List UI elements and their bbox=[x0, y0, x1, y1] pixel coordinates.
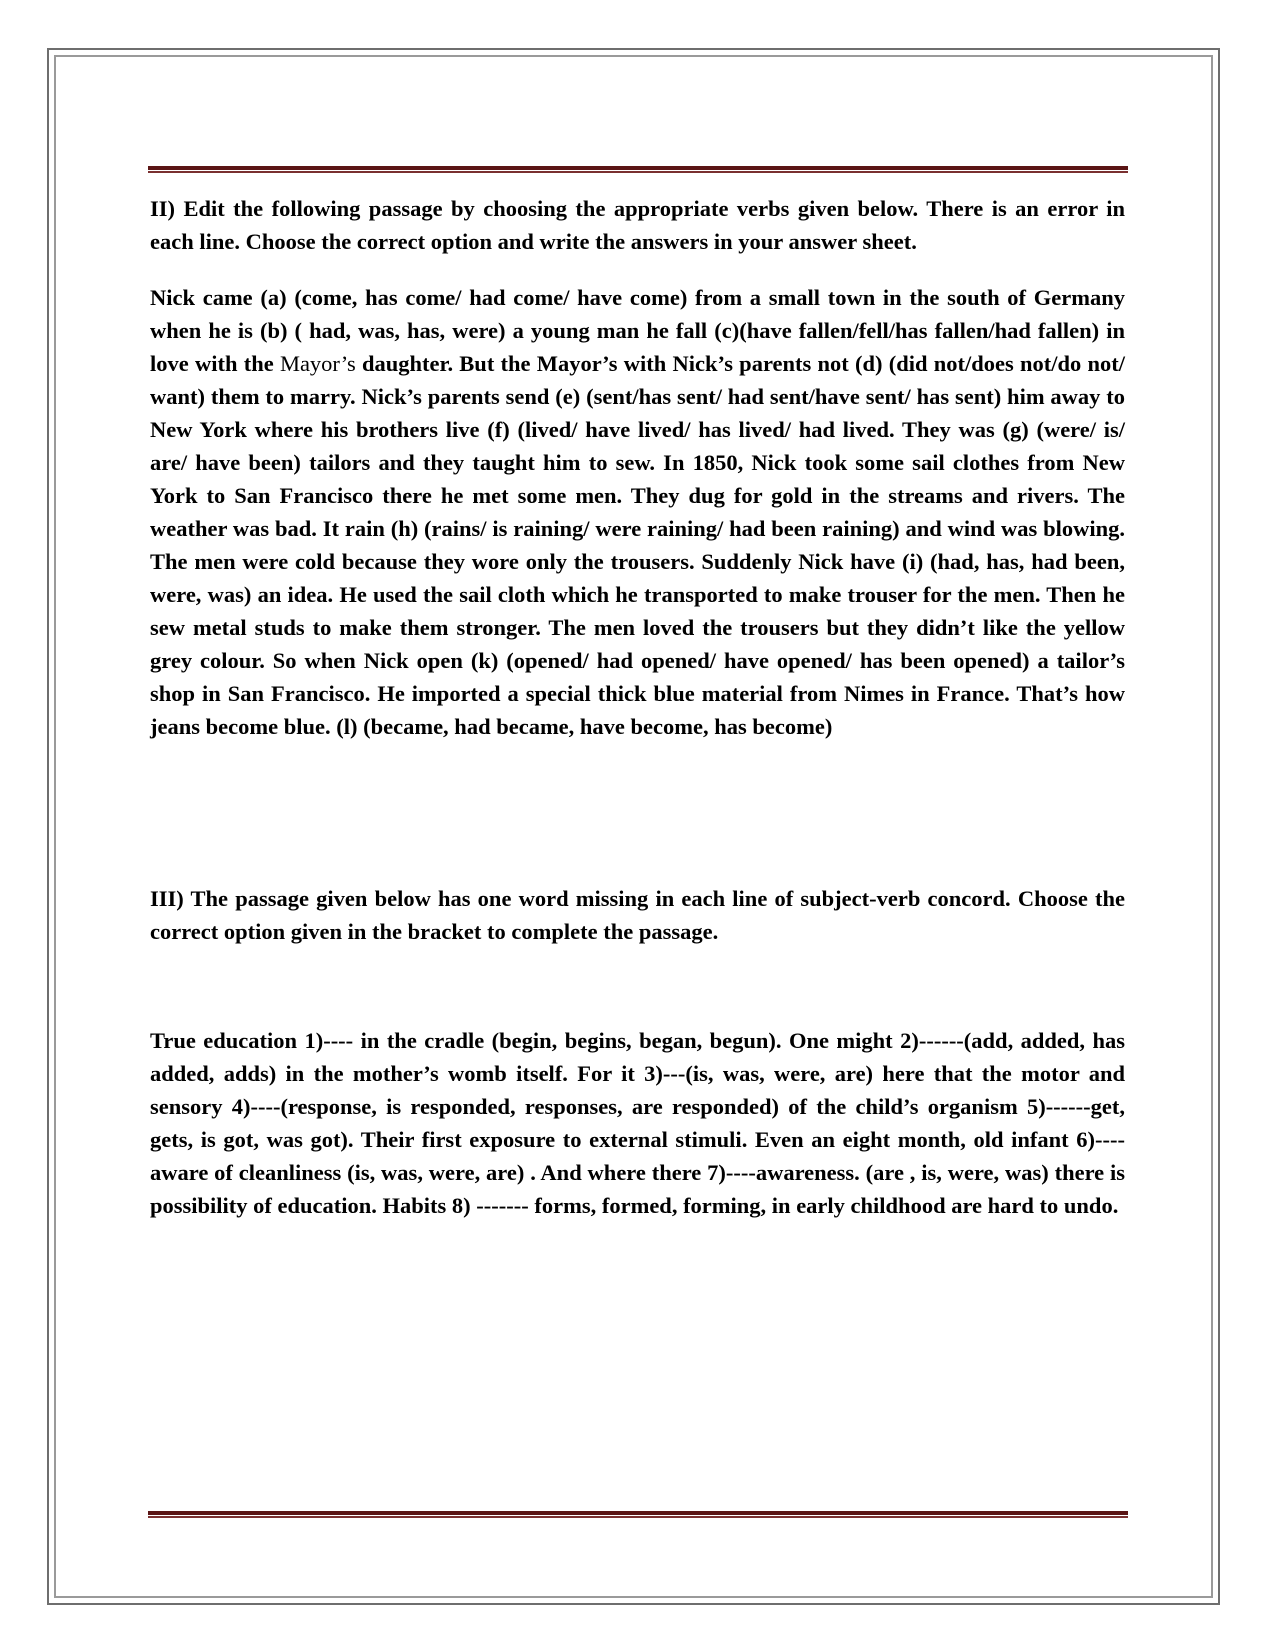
passage-part-b: daughter. But the Mayor’s with Nick’s parents not (d) (did not/does not/do not/ want) them to marry. Nick’s parents send (e) (sent/has sent/ had sent/have sent/ has sent) him away to New York where his brothers live (f) (lived/ have lived/ has lived/ had lived. They was (g) (were/ is/ are/ have been) tailors and they taught him to sew. In 1850, Nick took some sail clothes from New York to San Francisco there he met some men. They dug for gold in the streams and rivers. The weather was bad. It rain (h) (rains/ is raining/ were raining/ had been raining) and wind was blowing. The men were cold because they wore only the trousers. Suddenly Nick have (i) (had, has, had been, were, was) an idea. He used the sail cloth which he transported to make trouser for the men. Then he sew metal studs to make them stronger. The men loved the trousers but they didn’t like the yellow grey colour. So when Nick open (k) (opened/ had opened/ have opened/ has been opened) a tailor’s shop in San Francisco. He imported a special thick blue material from Nimes in France. That’s how jeans become blue. (l) (became, had became, have become, has become) bbox=[150, 351, 1125, 739]
section-3-instruction-text: III) The passage given below has one word missing in each line of subject-verb concord. Choose the correct option given in the bracket to complete the passage. bbox=[150, 886, 1125, 944]
header-rule-thin bbox=[148, 171, 1128, 173]
section-3-instruction bbox=[150, 882, 1125, 948]
section-2-instruction-text: II) Edit the following passage by choosing the appropriate verbs given below. There is an error in each line. Choose the correct option and write the answers in your answer sheet. bbox=[150, 196, 1125, 254]
footer-rule-thick bbox=[148, 1511, 1128, 1515]
footer-rule bbox=[148, 1511, 1128, 1518]
header-rule bbox=[148, 166, 1128, 173]
section-3-passage-text: True education 1)---- in the cradle (begin, begins, began, begun). One might 2)------(add, added, has added, adds) in the mother’s womb itself. For it 3)---(is, was, were, are) here that the motor and sensory 4)----(response, is responded, responses, are responded) of the child’s organism 5)------get, gets, is got, was got). Their first exposure to external stimuli. Even an eight month, old infant 6)----aware of cleanliness (is, was, were, are) . And where there 7)----awareness. (are , is, were, was) there is possibility of education. Habits 8) ------- forms, formed, forming, in early childhood are hard to undo. bbox=[150, 1028, 1125, 1218]
footer-rule-thin bbox=[148, 1516, 1128, 1518]
section-2-passage-text bbox=[150, 281, 1125, 743]
section-2-instruction bbox=[150, 192, 1125, 258]
section-3-passage bbox=[150, 1024, 1125, 1222]
passage-mayor-word: Mayor’s bbox=[279, 351, 356, 376]
section-2-passage bbox=[150, 281, 1125, 743]
header-rule-thick bbox=[148, 166, 1128, 170]
passage-part-a: Nick came (a) (come, has come/ had come/ have come) from a small town in the south of Germany when he is (b) ( had, was, has, were) a young man he fall (c)(have fallen/fell/has fallen/had fallen) in love with the bbox=[150, 285, 1125, 376]
